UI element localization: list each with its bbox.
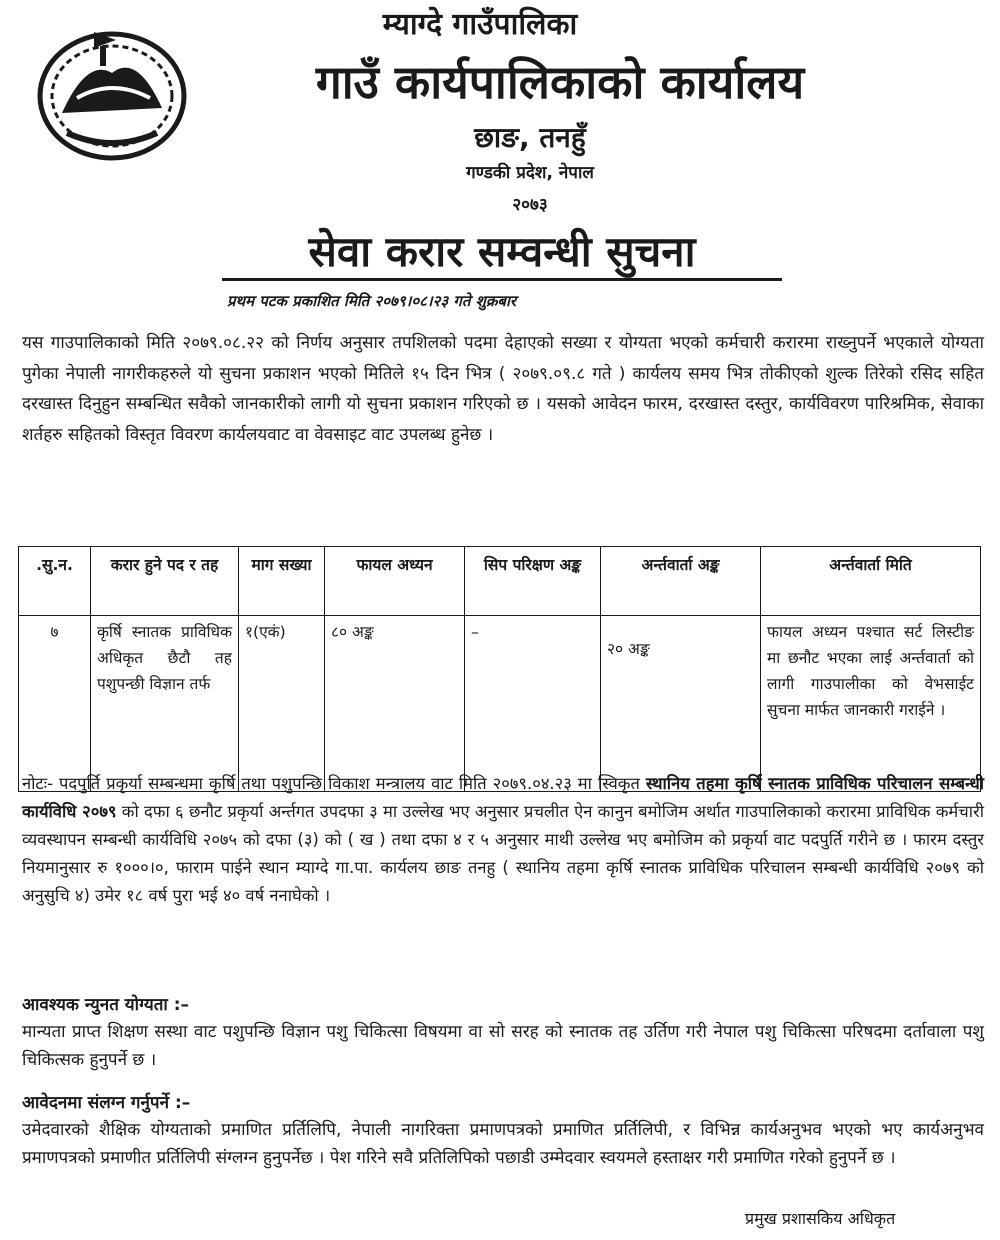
- col-header-interview-date: अर्न्तवार्ता मिति: [761, 547, 981, 616]
- col-header-post: करार हुने पद र तह: [91, 547, 239, 616]
- office-location: छाङ, तनहुँ: [474, 121, 586, 154]
- municipality-name: म्याग्दे गाउँपालिका: [382, 7, 578, 42]
- cell-skill-test: –: [465, 616, 601, 792]
- cell-count: १(एकं): [239, 616, 325, 792]
- cell-post: कृर्षि स्नातक प्राविधिक अधिकृत छैटौ तह पशुपन्छी विज्ञान तर्फ: [91, 616, 239, 792]
- attachments-heading: आवेदनमा संलग्न गर्नुपर्ने :–: [22, 1093, 191, 1113]
- signatory-title: प्रमुख प्रशासकिय अधिकृत: [745, 1209, 896, 1228]
- attachments-text: उमेदवारको शैक्षिक योग्यताको प्रमाणित प्रर्तिलिपि, नेपाली नागरिक्ता प्रमाणपत्रको प्रमाणित प्रर्तिलिपी, र विभिन्न कार्यअनुभव भएको भए कार्यअनुभव प्रमाणपत्रको प्रमाणीत प्रर्तिलिपी संग्लग्न हुनुपर्नेछ । पेश गरिने सवै प्रतिलिपिको पछाडी उम्मेदवार स्वयमले हस्ताक्षर गरी प्रमाणित गरेको हुनुपर्ने छ ।: [22, 1120, 984, 1168]
- cell-interview-marks: २० अङ्क: [601, 616, 761, 792]
- qualification-text: मान्यता प्राप्त शिक्षण सस्था वाट पशुपन्छि विज्ञान पशु चिकित्सा विषयमा वा सो सरह को स्नातक तह उर्तिण गरी नेपाल पशु चिकित्सा परिषदमा दर्तावाला पशु चिकित्सक हुनुपर्ने छ ।: [22, 1022, 984, 1070]
- notice-title: सेवा करार सम्वन्धी सुचना: [308, 227, 696, 276]
- col-header-interview-marks: अर्न्तवार्ता अङ्क: [601, 547, 761, 616]
- col-header-skill-test: सिप परिक्षण अङ्क: [465, 547, 601, 616]
- col-header-serial: .सु.न.: [19, 547, 91, 616]
- office-name: गाउँ कार्यपालिकाको कार्यालय: [315, 55, 805, 109]
- note-prefix: नोटः- पदपुर्ति प्रकृर्या सम्बन्धमा कृर्षि तथा पशुपन्छि विकाश मन्त्रालय वाट मिति २०७९.०४.२३ मा स्विकृत: [22, 774, 640, 793]
- note-suffix: को दफा ६ छनौट प्रकृर्या अर्न्तगत उपदफा ३ मा उल्लेख भए अनुसार प्रचलीत ऐन कानुन बमोजिम अर्थात गाउपालिकाको करारमा प्राविधिक कर्मचारी व्यवस्थापन सम्बन्धी कार्यविधि २०७५ को दफा (३) को ( ख ) तथा दफा ४ र ५ अनुसार माथी उल्लेख भए बमोजिम को प्रकृर्या वाट पदपुर्ति गरीने छ । फारम दस्तुर नियमानुसार रु १०००।०, फाराम पाईने स्थान म्याग्दे गा.पा. कार्यलय छाङ तनहु ( स्थानिय तहमा कृर्षि स्नातक प्राविधिक परिचालन सम्बन्धी कार्यविधि २०७९ को अनुसुचि ४) उमेर १८ वर्ष पुरा भई ४० वर्ष ननाघेको ।: [22, 802, 985, 905]
- note-paragraph: [22, 770, 984, 910]
- table-header-row: [19, 547, 981, 616]
- cell-interview-date: फायल अध्यन पश्चात सर्ट लिस्टीङ मा छनौट भएका लाई अर्न्तवार्ता को लागी गाउपालीका को वेभसाईट सुचना मार्फत जानकारी गराईने ।: [761, 616, 981, 792]
- title-underline: [222, 278, 782, 281]
- publication-date: प्रथम पटक प्रकाशित मिति २०७९।०८।२३ गते शुक्रबार: [227, 292, 516, 310]
- office-province: गण्डकी प्रदेश, नेपाल: [466, 163, 594, 183]
- cell-file-study: ८० अङ्क: [325, 616, 465, 792]
- cell-serial: ७: [19, 616, 91, 792]
- table-row: [19, 616, 981, 792]
- note-procedure-name: स्थानिय तहमा कृर्षि स्नातक प्राविधिक परिचालन सम्बन्धी कार्यविधि २०७९: [22, 774, 984, 821]
- col-header-file-study: फायल अध्यन: [325, 547, 465, 616]
- office-year: २०७३: [512, 195, 548, 215]
- col-header-count: माग सख्या: [239, 547, 325, 616]
- intro-paragraph: यस गाउपालिकाको मिति २०७९.०८.२२ को निर्णय अनुसार तपशिलको पदमा देहाएको सख्या र योग्यता भएको कर्मचारी करारमा राख्नुपर्ने भएकाले योग्यता पुगेका नेपाली नागरीकहरुले यो सुचना प्रकाशन भएको मितिले १५ दिन भित्र ( २०७९.०९.८ गते ) कार्यलय समय भित्र तोकीएको शुल्क तिरेको रसिद सहित दरखास्त दिनुहुन सम्बन्धित सवैको जानकारीको लागी यो सुचना प्रकाशन गरिएको छ । यसको आवेदन फारम, दरखास्त दस्तुर, कार्यविवरण पारिश्रमिक, सेवाका शर्तहरु सहितको विस्तृत विवरण कार्यलयवाट वा वेवसाइट वाट उपलब्ध हुनेछ ।: [22, 333, 984, 445]
- qualification-heading: आवश्यक न्युनत योग्यता :–: [22, 995, 190, 1015]
- vacancy-table: [18, 546, 981, 792]
